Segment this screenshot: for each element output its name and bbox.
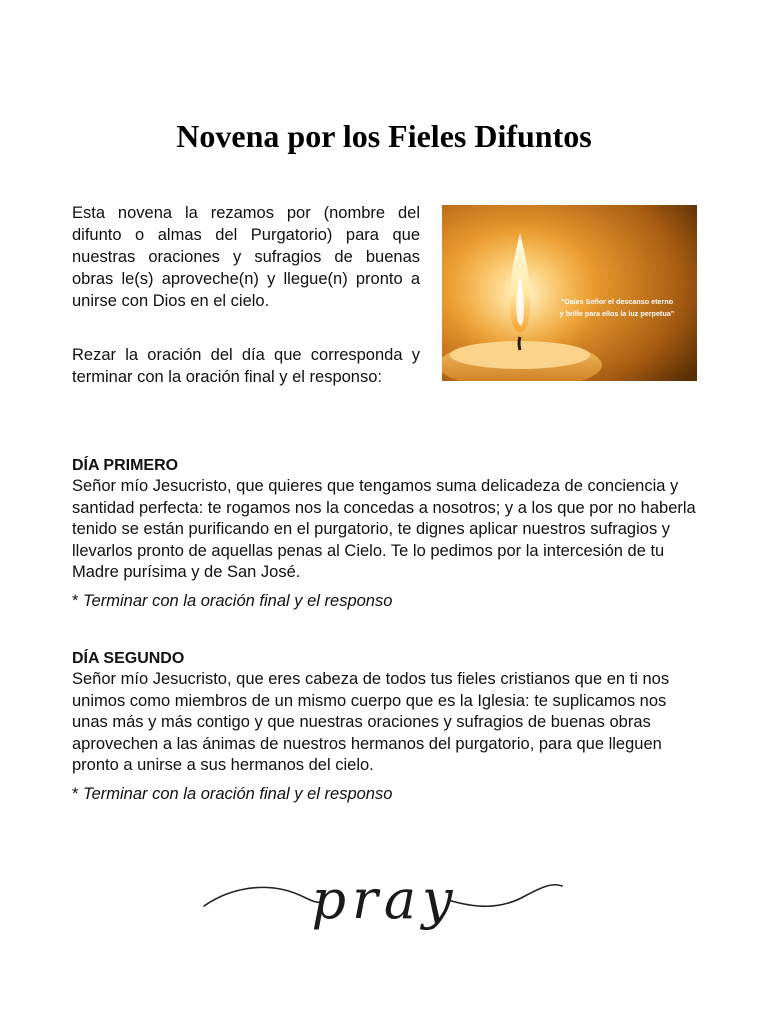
day-title: DÍA PRIMERO — [72, 457, 179, 474]
note-marker: * — [72, 784, 79, 803]
day-prayer-text: Señor mío Jesucristo, que quieres que tengamos suma delicadeza de conciencia y santidad perfecta: te rogamos nos la concedas a nosotros; y a los que por no haberla tenido se están purificando en el purgatorio, te dignes aplicar nuestros sufragios y llevarlos pronto de aquellas penas al Cielo. Te lo pedimos por la intercesión de tu Madre purísima y de San José. — [72, 477, 696, 582]
pray-flourish-icon — [200, 866, 570, 946]
candle-image — [442, 205, 697, 381]
candle-illustration — [442, 205, 697, 381]
instruction-paragraph: Rezar la oración del día que corresponda y terminar con la oración final y el responso: — [72, 346, 420, 386]
note-marker: * — [72, 591, 79, 610]
page-title: Novena por los Fieles Difuntos — [176, 118, 592, 154]
pray-word: pray — [311, 868, 459, 931]
day-section-1 — [72, 455, 702, 612]
image-caption-line2: y brille para ellos la luz perpetua” — [559, 309, 675, 318]
note-text: Terminar con la oración final y el responso — [83, 784, 393, 803]
intro-paragraph: Esta novena la rezamos por (nombre del difunto o almas del Purgatorio) para que nuestras oraciones y sufragios de buenas obras le(s) aproveche(n) y llegue(n) pronto a unirse con Dios en el cielo. — [72, 204, 420, 310]
day-section-2 — [72, 648, 702, 805]
note-text: Terminar con la oración final y el responso — [83, 591, 393, 610]
day-title: DÍA SEGUNDO — [72, 650, 185, 667]
day-prayer-text: Señor mío Jesucristo, que eres cabeza de todos tus fieles cristianos que en ti nos unimos como miembros de un mismo cuerpo que es la Iglesia: te suplicamos nos unas más y más contigo y que nuestras oraciones y sufragios de buenas obras aprovechen a las ánimas de nuestros hermanos del purgatorio, para que lleguen pronto a unirse a sus hermanos del cielo. — [72, 670, 670, 775]
day-note — [72, 784, 702, 805]
image-caption-line1: “Dales Señor el descanso eterno — [560, 297, 674, 306]
day-note — [72, 591, 702, 612]
pray-script-decoration — [200, 866, 570, 946]
